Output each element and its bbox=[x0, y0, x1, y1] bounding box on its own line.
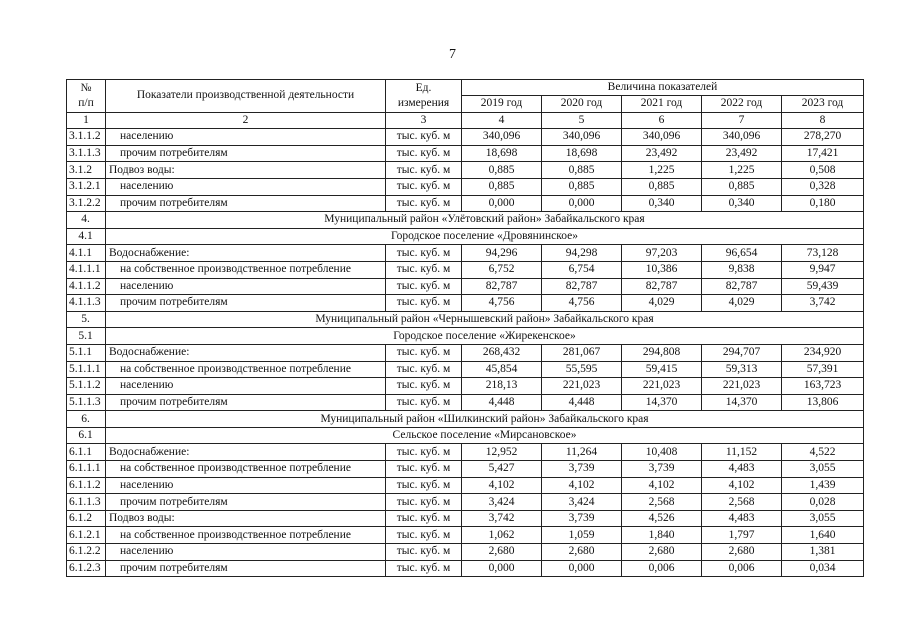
value-cell: 59,415 bbox=[622, 361, 702, 378]
value-cell: 4,522 bbox=[782, 444, 864, 461]
unit-cell: тыс. куб. м bbox=[386, 461, 462, 478]
indicator-name: населению bbox=[106, 129, 386, 146]
value-cell: 23,492 bbox=[622, 145, 702, 162]
unit-cell: тыс. куб. м bbox=[386, 544, 462, 561]
value-cell: 340,096 bbox=[622, 129, 702, 146]
section-row bbox=[67, 311, 864, 328]
value-cell: 0,885 bbox=[462, 162, 542, 179]
row-number: 4.1.1.3 bbox=[67, 295, 106, 312]
value-cell: 2,680 bbox=[622, 544, 702, 561]
unit-cell: тыс. куб. м bbox=[386, 510, 462, 527]
value-cell: 6,752 bbox=[462, 261, 542, 278]
table-row bbox=[67, 477, 864, 494]
value-cell: 1,381 bbox=[782, 544, 864, 561]
value-cell: 1,797 bbox=[702, 527, 782, 544]
header-num-label-line1: № bbox=[80, 81, 92, 94]
row-number: 5.1.1 bbox=[67, 344, 106, 361]
row-number: 6.1.2.1 bbox=[67, 527, 106, 544]
row-number: 4.1.1.1 bbox=[67, 261, 106, 278]
unit-cell: тыс. куб. м bbox=[386, 494, 462, 511]
value-cell: 59,313 bbox=[702, 361, 782, 378]
row-number: 6. bbox=[67, 411, 106, 428]
section-row bbox=[67, 411, 864, 428]
indicators-table bbox=[66, 79, 864, 577]
unit-cell: тыс. куб. м bbox=[386, 145, 462, 162]
unit-cell: тыс. куб. м bbox=[386, 344, 462, 361]
section-row bbox=[67, 228, 864, 245]
unit-cell: тыс. куб. м bbox=[386, 477, 462, 494]
row-number: 6.1.2.3 bbox=[67, 560, 106, 577]
value-cell: 0,885 bbox=[542, 178, 622, 195]
table-row bbox=[67, 461, 864, 478]
row-number: 3.1.1.3 bbox=[67, 145, 106, 162]
value-cell: 0,885 bbox=[462, 178, 542, 195]
value-cell: 0,000 bbox=[462, 195, 542, 212]
value-cell: 94,298 bbox=[542, 245, 622, 262]
unit-cell: тыс. куб. м bbox=[386, 261, 462, 278]
value-cell: 4,102 bbox=[542, 477, 622, 494]
unit-cell: тыс. куб. м bbox=[386, 394, 462, 411]
value-cell: 4,756 bbox=[462, 295, 542, 312]
value-cell: 14,370 bbox=[622, 394, 702, 411]
header-values-group-label: Величина показателей bbox=[462, 80, 864, 96]
indicator-name: прочим потребителям bbox=[106, 145, 386, 162]
value-cell: 17,421 bbox=[782, 145, 864, 162]
value-cell: 4,102 bbox=[702, 477, 782, 494]
unit-cell: тыс. куб. м bbox=[386, 162, 462, 179]
value-cell: 4,756 bbox=[542, 295, 622, 312]
value-cell: 97,203 bbox=[622, 245, 702, 262]
value-cell: 4,029 bbox=[622, 295, 702, 312]
row-number: 4.1 bbox=[67, 228, 106, 245]
table-row bbox=[67, 494, 864, 511]
value-cell: 0,340 bbox=[702, 195, 782, 212]
row-number: 5.1.1.2 bbox=[67, 378, 106, 395]
value-cell: 96,654 bbox=[702, 245, 782, 262]
value-cell: 0,340 bbox=[622, 195, 702, 212]
table-row bbox=[67, 394, 864, 411]
indicator-name: населению bbox=[106, 544, 386, 561]
table-row bbox=[67, 361, 864, 378]
row-number: 6.1.2 bbox=[67, 510, 106, 527]
header-index-cell: 8 bbox=[782, 112, 864, 129]
value-cell: 5,427 bbox=[462, 461, 542, 478]
indicator-name: населению bbox=[106, 278, 386, 295]
value-cell: 4,448 bbox=[542, 394, 622, 411]
indicator-name: на собственное производственное потребление bbox=[106, 361, 386, 378]
section-row bbox=[67, 328, 864, 345]
header-num-label-line2: п/п bbox=[78, 96, 94, 109]
indicator-name: прочим потребителям bbox=[106, 394, 386, 411]
value-cell: 281,067 bbox=[542, 344, 622, 361]
value-cell: 1,059 bbox=[542, 527, 622, 544]
value-cell: 82,787 bbox=[542, 278, 622, 295]
value-cell: 1,225 bbox=[702, 162, 782, 179]
value-cell: 3,424 bbox=[462, 494, 542, 511]
table-row bbox=[67, 560, 864, 577]
unit-cell: тыс. куб. м bbox=[386, 195, 462, 212]
value-cell: 221,023 bbox=[542, 378, 622, 395]
row-number: 3.1.2.2 bbox=[67, 195, 106, 212]
section-title: Муниципальный район «Чернышевский район» Забайкальского края bbox=[106, 311, 864, 328]
value-cell: 11,264 bbox=[542, 444, 622, 461]
table-row bbox=[67, 344, 864, 361]
table-row bbox=[67, 278, 864, 295]
indicator-name: населению bbox=[106, 378, 386, 395]
value-cell: 0,508 bbox=[782, 162, 864, 179]
value-cell: 82,787 bbox=[622, 278, 702, 295]
value-cell: 0,328 bbox=[782, 178, 864, 195]
section-title: Городское поселение «Жирекенское» bbox=[106, 328, 864, 345]
value-cell: 1,062 bbox=[462, 527, 542, 544]
header-index-cell: 2 bbox=[106, 112, 386, 129]
value-cell: 0,028 bbox=[782, 494, 864, 511]
value-cell: 340,096 bbox=[702, 129, 782, 146]
value-cell: 2,680 bbox=[462, 544, 542, 561]
row-number: 5.1 bbox=[67, 328, 106, 345]
value-cell: 45,854 bbox=[462, 361, 542, 378]
row-number: 3.1.1.2 bbox=[67, 129, 106, 146]
value-cell: 9,838 bbox=[702, 261, 782, 278]
indicator-name: на собственное производственное потребление bbox=[106, 527, 386, 544]
header-indicator-label: Показатели производственной деятельности bbox=[106, 80, 386, 113]
value-cell: 14,370 bbox=[702, 394, 782, 411]
section-title: Муниципальный район «Шилкинский район» Забайкальского края bbox=[106, 411, 864, 428]
value-cell: 55,595 bbox=[542, 361, 622, 378]
value-cell: 3,739 bbox=[542, 510, 622, 527]
value-cell: 4,102 bbox=[462, 477, 542, 494]
value-cell: 294,707 bbox=[702, 344, 782, 361]
value-cell: 1,840 bbox=[622, 527, 702, 544]
indicator-name: населению bbox=[106, 477, 386, 494]
section-title: Городское поселение «Дровянинское» bbox=[106, 228, 864, 245]
header-num-cell bbox=[67, 80, 106, 113]
value-cell: 3,742 bbox=[462, 510, 542, 527]
row-number: 3.1.2 bbox=[67, 162, 106, 179]
unit-cell: тыс. куб. м bbox=[386, 361, 462, 378]
header-index-cell: 3 bbox=[386, 112, 462, 129]
value-cell: 4,102 bbox=[622, 477, 702, 494]
header-index-cell: 6 bbox=[622, 112, 702, 129]
value-cell: 59,439 bbox=[782, 278, 864, 295]
header-year-2021: 2021 год bbox=[622, 96, 702, 113]
indicator-name: на собственное производственное потребление bbox=[106, 261, 386, 278]
header-unit-label-line2: измерения bbox=[397, 96, 450, 109]
table-row bbox=[67, 444, 864, 461]
indicator-name: населению bbox=[106, 178, 386, 195]
section-row bbox=[67, 212, 864, 229]
indicator-name: Подвоз воды: bbox=[106, 162, 386, 179]
value-cell: 1,439 bbox=[782, 477, 864, 494]
value-cell: 0,885 bbox=[702, 178, 782, 195]
unit-cell: тыс. куб. м bbox=[386, 560, 462, 577]
value-cell: 278,270 bbox=[782, 129, 864, 146]
value-cell: 3,739 bbox=[622, 461, 702, 478]
indicator-name: Водоснабжение: bbox=[106, 444, 386, 461]
row-number: 4.1.1 bbox=[67, 245, 106, 262]
value-cell: 10,408 bbox=[622, 444, 702, 461]
value-cell: 13,806 bbox=[782, 394, 864, 411]
header-index-cell: 5 bbox=[542, 112, 622, 129]
header-year-2019: 2019 год bbox=[462, 96, 542, 113]
header-index-cell: 7 bbox=[702, 112, 782, 129]
table-row bbox=[67, 129, 864, 146]
value-cell: 73,128 bbox=[782, 245, 864, 262]
row-number: 5. bbox=[67, 311, 106, 328]
value-cell: 268,432 bbox=[462, 344, 542, 361]
value-cell: 294,808 bbox=[622, 344, 702, 361]
header-row-top bbox=[67, 80, 864, 96]
value-cell: 57,391 bbox=[782, 361, 864, 378]
value-cell: 82,787 bbox=[462, 278, 542, 295]
value-cell: 94,296 bbox=[462, 245, 542, 262]
section-title: Сельское поселение «Мирсановское» bbox=[106, 427, 864, 444]
indicator-name: прочим потребителям bbox=[106, 295, 386, 312]
value-cell: 3,742 bbox=[782, 295, 864, 312]
value-cell: 1,640 bbox=[782, 527, 864, 544]
value-cell: 23,492 bbox=[702, 145, 782, 162]
header-index-cell: 4 bbox=[462, 112, 542, 129]
value-cell: 0,006 bbox=[622, 560, 702, 577]
value-cell: 0,000 bbox=[542, 560, 622, 577]
value-cell: 4,483 bbox=[702, 510, 782, 527]
value-cell: 1,225 bbox=[622, 162, 702, 179]
value-cell: 2,680 bbox=[542, 544, 622, 561]
value-cell: 12,952 bbox=[462, 444, 542, 461]
table-row bbox=[67, 261, 864, 278]
section-row bbox=[67, 427, 864, 444]
unit-cell: тыс. куб. м bbox=[386, 444, 462, 461]
value-cell: 234,920 bbox=[782, 344, 864, 361]
indicator-name: прочим потребителям bbox=[106, 560, 386, 577]
value-cell: 0,180 bbox=[782, 195, 864, 212]
value-cell: 2,568 bbox=[702, 494, 782, 511]
value-cell: 10,386 bbox=[622, 261, 702, 278]
section-title: Муниципальный район «Улётовский район» Забайкальского края bbox=[106, 212, 864, 229]
table-row bbox=[67, 527, 864, 544]
value-cell: 163,723 bbox=[782, 378, 864, 395]
table-row bbox=[67, 195, 864, 212]
header-index-row bbox=[67, 112, 864, 129]
row-number: 5.1.1.1 bbox=[67, 361, 106, 378]
indicator-name: Подвоз воды: bbox=[106, 510, 386, 527]
value-cell: 221,023 bbox=[622, 378, 702, 395]
header-year-2023: 2023 год bbox=[782, 96, 864, 113]
value-cell: 0,006 bbox=[702, 560, 782, 577]
row-number: 6.1 bbox=[67, 427, 106, 444]
value-cell: 6,754 bbox=[542, 261, 622, 278]
unit-cell: тыс. куб. м bbox=[386, 527, 462, 544]
value-cell: 3,055 bbox=[782, 510, 864, 527]
table-row bbox=[67, 245, 864, 262]
header-index-cell: 1 bbox=[67, 112, 106, 129]
table-row bbox=[67, 145, 864, 162]
value-cell: 3,055 bbox=[782, 461, 864, 478]
row-number: 4. bbox=[67, 212, 106, 229]
value-cell: 82,787 bbox=[702, 278, 782, 295]
row-number: 6.1.1.3 bbox=[67, 494, 106, 511]
value-cell: 18,698 bbox=[462, 145, 542, 162]
row-number: 3.1.2.1 bbox=[67, 178, 106, 195]
value-cell: 0,885 bbox=[622, 178, 702, 195]
row-number: 6.1.1 bbox=[67, 444, 106, 461]
value-cell: 340,096 bbox=[542, 129, 622, 146]
header-year-2022: 2022 год bbox=[702, 96, 782, 113]
value-cell: 11,152 bbox=[702, 444, 782, 461]
table-row bbox=[67, 378, 864, 395]
row-number: 4.1.1.2 bbox=[67, 278, 106, 295]
value-cell: 0,034 bbox=[782, 560, 864, 577]
row-number: 5.1.1.3 bbox=[67, 394, 106, 411]
table-row bbox=[67, 510, 864, 527]
unit-cell: тыс. куб. м bbox=[386, 278, 462, 295]
table-body bbox=[67, 80, 864, 577]
value-cell: 3,739 bbox=[542, 461, 622, 478]
unit-cell: тыс. куб. м bbox=[386, 295, 462, 312]
table-row bbox=[67, 162, 864, 179]
value-cell: 0,885 bbox=[542, 162, 622, 179]
indicator-name: прочим потребителям bbox=[106, 494, 386, 511]
value-cell: 2,568 bbox=[622, 494, 702, 511]
unit-cell: тыс. куб. м bbox=[386, 245, 462, 262]
indicator-name: Водоснабжение: bbox=[106, 245, 386, 262]
value-cell: 4,029 bbox=[702, 295, 782, 312]
value-cell: 18,698 bbox=[542, 145, 622, 162]
row-number: 6.1.2.2 bbox=[67, 544, 106, 561]
unit-cell: тыс. куб. м bbox=[386, 378, 462, 395]
row-number: 6.1.1.2 bbox=[67, 477, 106, 494]
header-unit-cell bbox=[386, 80, 462, 113]
value-cell: 3,424 bbox=[542, 494, 622, 511]
value-cell: 218,13 bbox=[462, 378, 542, 395]
table-row bbox=[67, 295, 864, 312]
value-cell: 0,000 bbox=[462, 560, 542, 577]
indicator-name: прочим потребителям bbox=[106, 195, 386, 212]
value-cell: 4,526 bbox=[622, 510, 702, 527]
value-cell: 9,947 bbox=[782, 261, 864, 278]
unit-cell: тыс. куб. м bbox=[386, 129, 462, 146]
value-cell: 221,023 bbox=[702, 378, 782, 395]
indicator-name: на собственное производственное потребление bbox=[106, 461, 386, 478]
value-cell: 340,096 bbox=[462, 129, 542, 146]
table-row bbox=[67, 178, 864, 195]
value-cell: 0,000 bbox=[542, 195, 622, 212]
row-number: 6.1.1.1 bbox=[67, 461, 106, 478]
value-cell: 4,448 bbox=[462, 394, 542, 411]
header-unit-label-line1: Ед. bbox=[415, 81, 432, 94]
header-year-2020: 2020 год bbox=[542, 96, 622, 113]
value-cell: 2,680 bbox=[702, 544, 782, 561]
value-cell: 4,483 bbox=[702, 461, 782, 478]
table-row bbox=[67, 544, 864, 561]
indicator-name: Водоснабжение: bbox=[106, 344, 386, 361]
unit-cell: тыс. куб. м bbox=[386, 178, 462, 195]
page-number: 7 bbox=[449, 47, 456, 62]
